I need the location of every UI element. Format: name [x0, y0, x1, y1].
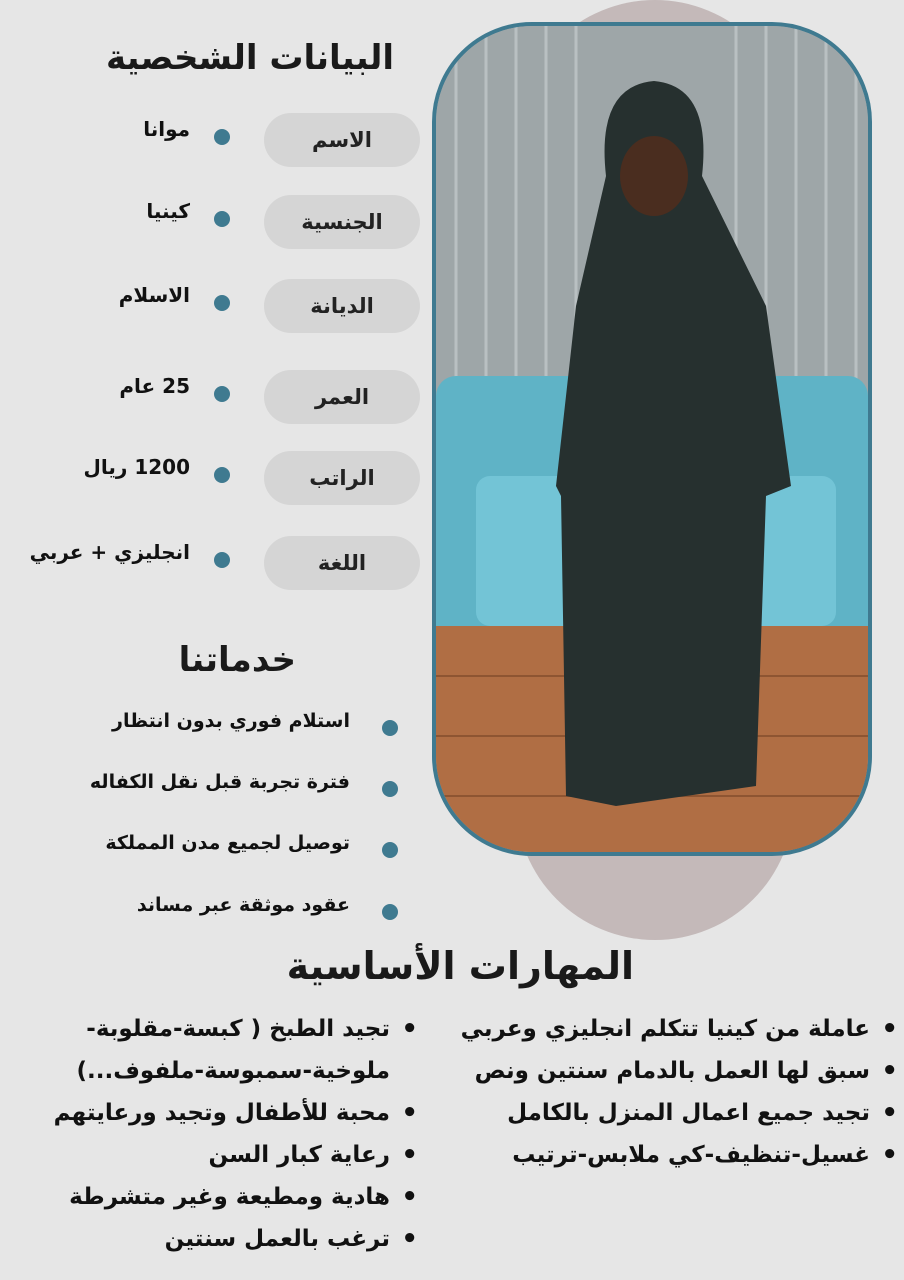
service-item	[40, 894, 410, 930]
bullet-dot	[214, 129, 230, 145]
info-row-religion	[0, 279, 430, 335]
service-text: توصيل لجميع مدن المملكة	[105, 832, 350, 854]
bullet-dot	[382, 781, 398, 797]
info-row-age	[0, 370, 430, 426]
bullet-dot	[214, 552, 230, 568]
skill-item: • ترغب بالعمل سنتين	[10, 1218, 424, 1260]
info-value-language: انجليزي + عربي	[29, 540, 190, 564]
skill-item: • سبق لها العمل بالدمام سنتين ونص	[458, 1050, 904, 1092]
skill-item: • عاملة من كينيا تتكلم انجليزي وعربي	[458, 1008, 904, 1050]
info-label-salary: الراتب	[264, 451, 420, 505]
info-value-name: موانا	[143, 117, 190, 141]
skill-item: • غسيل-تنظيف-كي ملابس-ترتيب	[458, 1134, 904, 1176]
bullet-dot	[382, 842, 398, 858]
skills-list-right	[458, 1008, 904, 1176]
service-text: استلام فوري بدون انتظار	[112, 710, 350, 732]
service-item	[40, 710, 410, 746]
skills-title: المهارات الأساسية	[286, 944, 634, 988]
skill-item: • تجيد الطبخ ( كبسة-مقلوبة-ملوخية-سمبوسة-ملفوف...)	[10, 1008, 424, 1092]
bullet-dot	[382, 904, 398, 920]
personal-info-title: البيانات الشخصية	[105, 38, 394, 78]
info-row-nationality	[0, 195, 430, 251]
bullet-dot	[382, 720, 398, 736]
service-item	[40, 771, 410, 807]
info-label-age: العمر	[264, 370, 420, 424]
info-label-nationality: الجنسية	[264, 195, 420, 249]
info-value-religion: الاسلام	[118, 283, 190, 307]
info-label-language: اللغة	[264, 536, 420, 590]
service-text: عقود موثقة عبر مساند	[136, 894, 350, 916]
profile-photo	[432, 22, 872, 856]
skill-item: • محبة للأطفال وتجيد ورعايتهم	[10, 1092, 424, 1134]
info-value-salary: 1200 ريال	[83, 455, 190, 479]
bullet-dot	[214, 211, 230, 227]
bullet-dot	[214, 386, 230, 402]
info-row-name	[0, 113, 430, 169]
skill-item: • هادية ومطيعة وغير متشرطة	[10, 1176, 424, 1218]
info-label-name: الاسم	[264, 113, 420, 167]
service-item	[40, 832, 410, 868]
info-value-nationality: كينيا	[146, 199, 190, 223]
skill-item: • تجيد جميع اعمال المنزل بالكامل	[458, 1092, 904, 1134]
skill-item: • رعاية كبار السن	[10, 1134, 424, 1176]
bullet-dot	[214, 295, 230, 311]
info-value-age: 25 عام	[119, 374, 190, 398]
info-row-language	[0, 536, 430, 592]
info-row-salary	[0, 451, 430, 507]
service-text: فترة تجربة قبل نقل الكفاله	[89, 771, 350, 793]
profile-photo-illustration	[436, 26, 868, 852]
info-label-religion: الديانة	[264, 279, 420, 333]
skills-list-left	[10, 1008, 424, 1260]
bullet-dot	[214, 467, 230, 483]
services-title: خدماتنا	[178, 640, 296, 680]
